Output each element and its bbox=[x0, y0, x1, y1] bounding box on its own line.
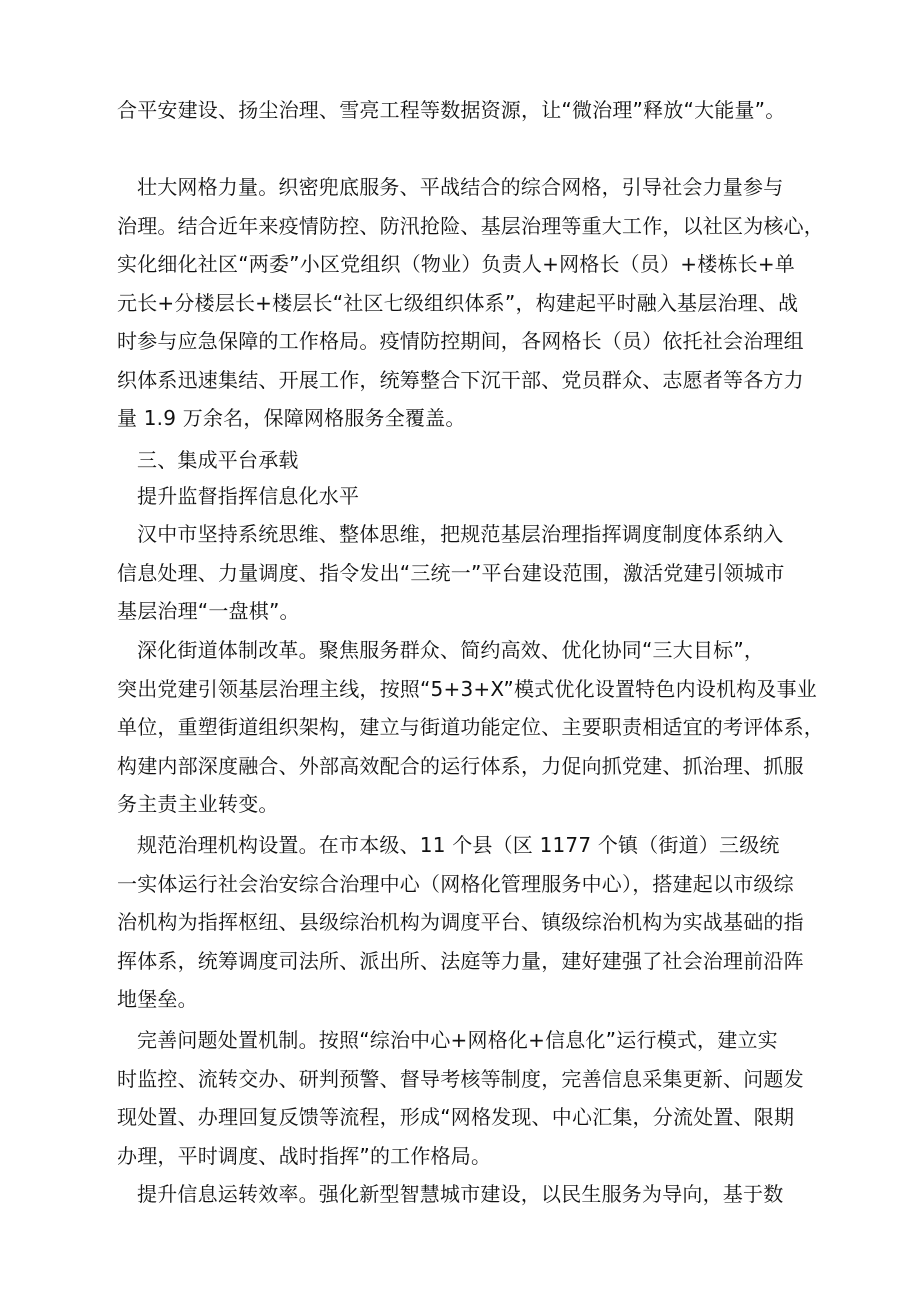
text-line: 完善问题处置机制。按照“综治中心+网格化+信息化”运行模式，建立实 bbox=[137, 1028, 778, 1052]
text-line: 深化街道体制改革。聚焦服务群众、简约高效、优化协同“三大目标”， bbox=[137, 638, 765, 662]
text-line: 突出党建引领基层治理主线，按照“5+3+X”模式优化设置特色内设机构及事业 bbox=[117, 676, 817, 701]
paragraph bbox=[117, 1021, 837, 1175]
text-line: 办理，平时调度、战时指挥”的工作格局。 bbox=[117, 1143, 492, 1168]
paragraph bbox=[117, 631, 837, 824]
text-line: 量 1.9 万余名，保障网格服务全覆盖。 bbox=[117, 406, 466, 430]
text-line: 合平安建设、扬尘治理、雪亮工程等数据资源，让“微治理”释放“大能量”。 bbox=[117, 98, 786, 122]
paragraph bbox=[117, 826, 837, 1019]
text-line: 提升监督指挥信息化水平 bbox=[137, 484, 360, 508]
text-line: 挥体系，统筹调度司法所、派出所、法庭等力量，建好建强了社会治理前沿阵 bbox=[117, 948, 804, 973]
text-line: 务主责主业转变。 bbox=[117, 792, 279, 816]
text-line: 实化细化社区“两委”小区党组织（物业）负责人+网格长（员）+楼栋长+单 bbox=[117, 252, 795, 276]
text-line: 治理。结合近年来疫情防控、防汛抢险、基层治理等重大工作，以社区为核心， bbox=[117, 213, 824, 238]
paragraph bbox=[117, 1175, 837, 1214]
text-line: 基层治理“一盘棋”。 bbox=[117, 599, 300, 623]
paragraph bbox=[117, 168, 837, 438]
text-line: 汉中市坚持系统思维、整体思维，把规范基层治理指挥调度制度体系纳入 bbox=[137, 522, 784, 546]
paragraph bbox=[117, 477, 837, 516]
text-line: 时参与应急保障的工作格局。疫情防控期间，各网格长（员）依托社会治理组 bbox=[117, 329, 804, 353]
text-line: 时监控、流转交办、研判预警、督导考核等制度，完善信息采集更新、问题发 bbox=[117, 1066, 804, 1091]
paragraph bbox=[117, 515, 837, 631]
text-line: 信息处理、力量调度、指令发出“三统一”平台建设范围，激活党建引领城市 bbox=[117, 560, 785, 585]
text-line: 织体系迅速集结、开展工作，统筹整合下沉干部、党员群众、志愿者等各方力 bbox=[117, 367, 804, 392]
text-line: 治机构为指挥枢纽、县级综治机构为调度平台、镇级综治机构为实战基础的指 bbox=[117, 910, 804, 934]
paragraph bbox=[117, 441, 837, 480]
text-line: 地堡垒。 bbox=[117, 987, 198, 1011]
text-line: 单位，重塑街道组织架构，建立与街道功能定位、主要职责相适宜的考评体系， bbox=[117, 715, 824, 739]
text-line: 壮大网格力量。织密兜底服务、平战结合的综合网格，引导社会力量参与 bbox=[137, 175, 784, 199]
text-line: 现处置、办理回复反馈等流程，形成“网格发现、中心汇集，分流处置、限期 bbox=[117, 1105, 795, 1129]
text-line: 一实体运行社会治安综合治理中心（网格化管理服务中心），搭建起以市级综 bbox=[117, 871, 794, 896]
text-line: 三、集成平台承载 bbox=[137, 448, 299, 472]
text-line: 规范治理机构设置。在市本级、11 个县（区 1177 个镇（街道）三级统 bbox=[137, 833, 780, 857]
paragraph bbox=[117, 91, 837, 130]
text-line: 元长+分楼层长+楼层长“社区七级组织体系”，构建起平时融入基层治理、战 bbox=[117, 290, 799, 315]
text-line: 提升信息运转效率。强化新型智慧城市建设，以民生服务为导向，基于数 bbox=[137, 1182, 784, 1206]
text-line: 构建内部深度融合、外部高效配合的运行体系，力促向抓党建、抓治理、抓服 bbox=[117, 753, 804, 778]
